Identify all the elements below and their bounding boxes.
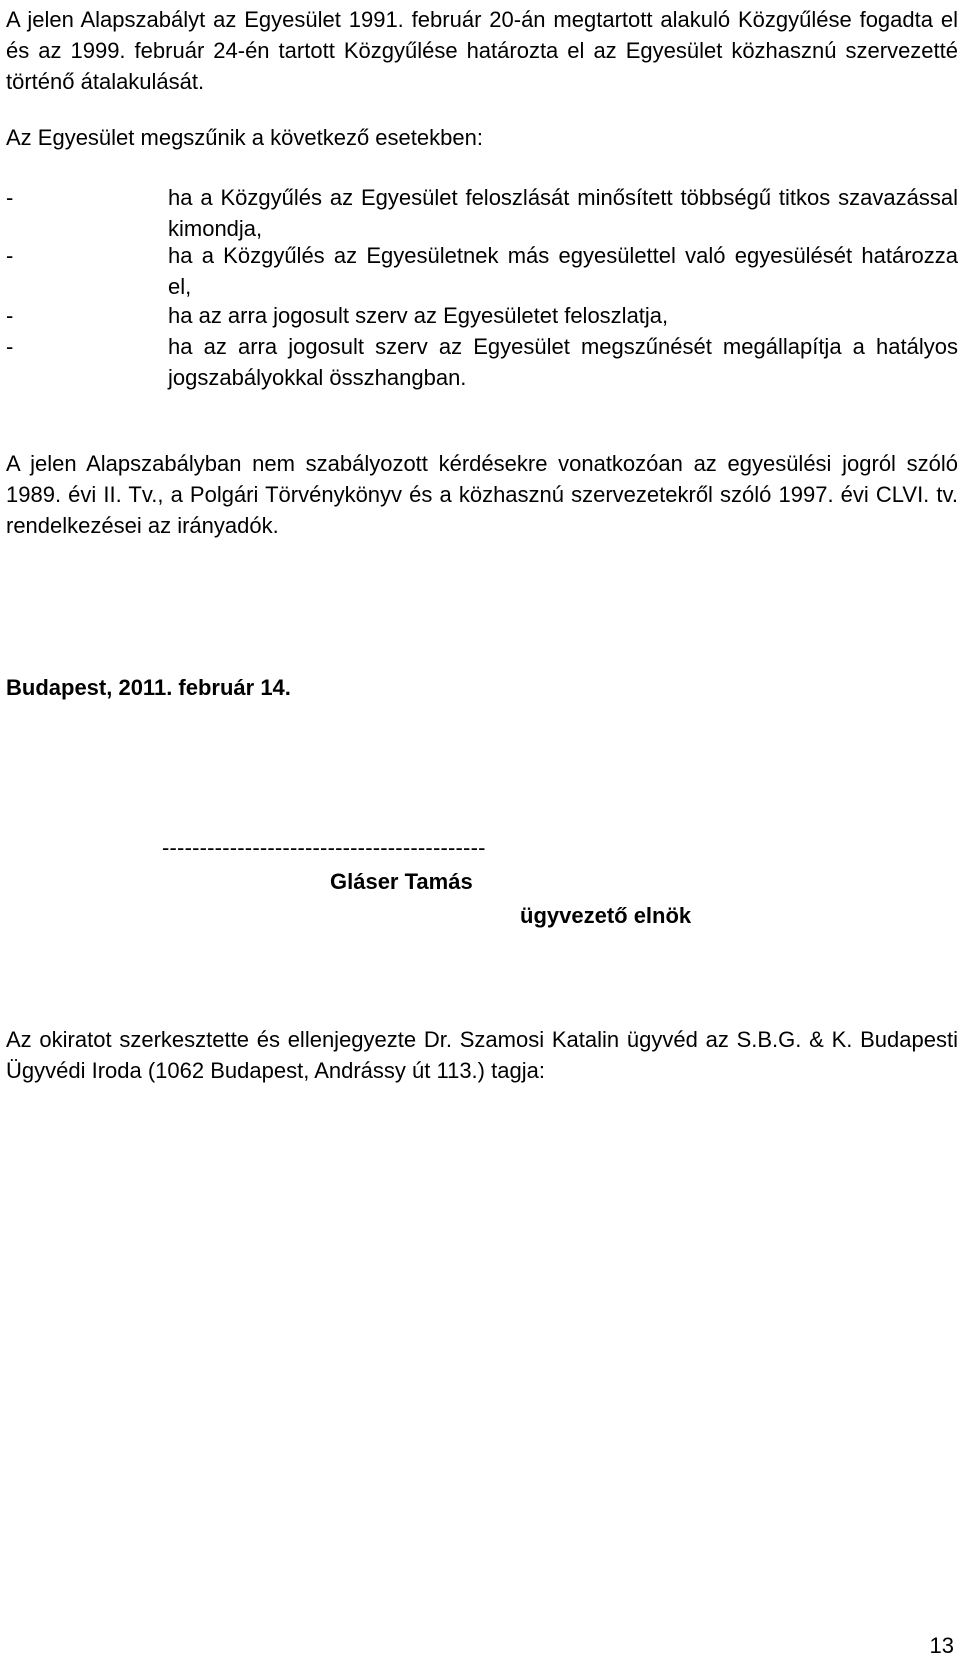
- termination-heading: Az Egyesület megszűnik a következő esetekben:: [6, 125, 483, 150]
- bullet-dash: -: [6, 243, 14, 268]
- governing-law-paragraph: A jelen Alapszabályban nem szabályozott kérdésekre vonatkozóan az egyesülési jogról szóló 1989. évi II. Tv., a Polgári Törvénykönyv és a közhasznú szervezetekről szóló 1997. évi CLVI. tv. rendelkezései az irányadók.: [6, 451, 958, 538]
- signatory-name: Gláser Tamás: [330, 869, 473, 894]
- footer-note: Az okiratot szerkesztette és ellenjegyezte Dr. Szamosi Katalin ügyvéd az S.B.G. & K. Budapesti Ügyvédi Iroda (1062 Budapest, Andrássy út 113.) tagja:: [6, 1027, 958, 1083]
- bullet-dash: -: [6, 334, 14, 359]
- list-item-text: ha a Közgyűlés az Egyesületnek más egyesülettel való egyesülését határozza el,: [168, 243, 958, 299]
- list-item-text: ha az arra jogosult szerv az Egyesület megszűnését megállapítja a hatályos jogszabályokkal összhangban.: [168, 334, 958, 390]
- place-date: Budapest, 2011. február 14.: [6, 675, 291, 700]
- intro-paragraph: A jelen Alapszabályt az Egyesület 1991. február 20-án megtartott alakuló Közgyűlése fogadta el és az 1999. február 24-én tartott Közgyűlése határozta el az Egyesület közhasznú szervezetté történő átalakulását.: [6, 7, 958, 94]
- list-item-text: ha az arra jogosult szerv az Egyesületet feloszlatja,: [168, 303, 669, 328]
- signature-line: -------------------------------------------: [162, 835, 486, 860]
- page-number: 13: [929, 1633, 954, 1658]
- bullet-dash: -: [6, 185, 14, 210]
- bullet-dash: -: [6, 303, 14, 328]
- list-item-text: ha a Közgyűlés az Egyesület feloszlását minősített többségű titkos szavazással kimondja,: [168, 185, 958, 241]
- signatory-role: ügyvezető elnök: [520, 903, 692, 928]
